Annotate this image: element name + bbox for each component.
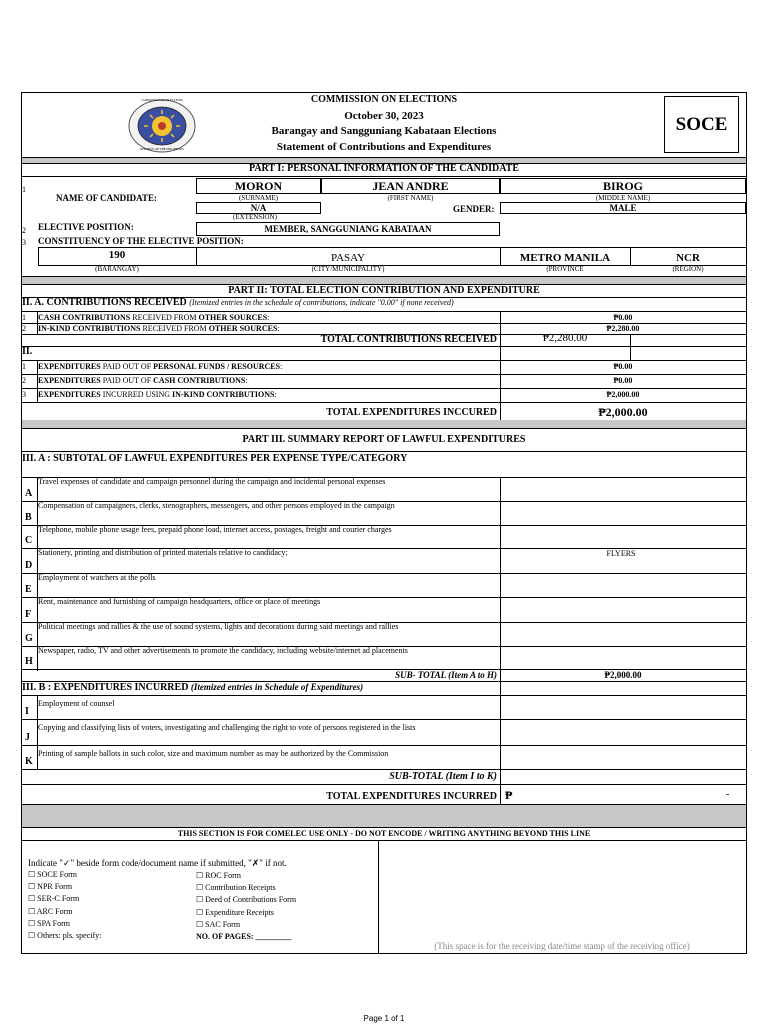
inkind-contributions-label: IN-KIND CONTRIBUTIONS RECEIVED FROM OTHER SOURCES: xyxy=(38,324,280,333)
part3b-title: III. B : EXPENDITURES INCURRED (Itemized entries in Schedule of Expenditures) xyxy=(22,682,364,693)
cash-contributions-label: CASH CONTRIBUTIONS RECEIVED FROM OTHER SOURCES: xyxy=(38,313,270,322)
exp-cash-contrib-label: EXPENDITURES PAID OUT OF CASH CONTRIBUTIONS: xyxy=(38,376,248,385)
election-date: October 30, 2023 xyxy=(344,110,424,122)
item-letter: H xyxy=(25,656,33,667)
cash-contributions-value: ₱0.00 xyxy=(613,313,633,322)
item-letter: E xyxy=(25,584,32,595)
gender-label: GENDER: xyxy=(453,204,495,214)
statement-title: Statement of Contributions and Expenditures xyxy=(276,141,492,153)
exp-personal-funds-label: EXPENDITURES PAID OUT OF PERSONAL FUNDS / RESOURCES: xyxy=(38,362,283,371)
item-description: Employment of watchers at the polls xyxy=(38,573,156,582)
barangay-value: 190 xyxy=(108,249,126,261)
item-description: Travel expenses of candidate and campaign personnel during the campaign and incidental personal expenses xyxy=(38,477,386,486)
name-label: NAME OF CANDIDATE: xyxy=(56,193,157,203)
item-letter: G xyxy=(25,633,33,644)
part2-title: PART II: TOTAL ELECTION CONTRIBUTION AND EXPENDITURE xyxy=(228,285,540,296)
checkbox-item[interactable]: ☐ SOCE Form xyxy=(28,870,77,879)
checkbox-item[interactable]: ☐ Expenditure Receipts xyxy=(196,907,274,917)
item-description: Newspaper, radio, TV and other advertisements to promote the candidacy, including website/internet ad placements xyxy=(38,646,408,655)
total-expenditures-label: TOTAL EXPENDITURES INCCURED xyxy=(326,407,497,418)
middlename-value: BIROG xyxy=(602,179,643,193)
checkbox-icon[interactable]: ☐ xyxy=(196,907,204,917)
row-line xyxy=(21,745,747,746)
item-description: Employment of counsel xyxy=(38,699,115,708)
extension-value: N/A xyxy=(250,203,267,213)
part3-title: PART III. SUMMARY REPORT OF LAWFUL EXPENDITURES xyxy=(242,434,526,445)
checkbox-icon[interactable]: ☐ xyxy=(28,906,36,916)
form-code: SOCE xyxy=(675,114,728,135)
part3a-title: III. A : SUBTOTAL OF LAWFUL EXPENDITURES PER EXPENSE TYPE/CATEGORY xyxy=(22,453,408,464)
item-letter: F xyxy=(25,609,32,620)
row-line xyxy=(21,769,747,770)
item-letter: C xyxy=(25,535,33,546)
checkbox-icon[interactable]: ☐ xyxy=(196,919,204,929)
total-contributions-value: ₱2,280.00 xyxy=(542,332,588,344)
item-description: Rent, maintenance and furnishing of campaign headquarters, office or place of meetings xyxy=(38,597,321,606)
item-letter: J xyxy=(25,732,30,743)
separator-band xyxy=(22,276,746,284)
checkbox-icon[interactable]: ☐ xyxy=(28,894,36,904)
checkbox-item[interactable]: ☐ ARC Form xyxy=(28,906,73,916)
item-description: Telephone, mobile phone usage fees, prepaid phone load, internet access, postages, freight and courier charges xyxy=(38,525,392,534)
firstname-value: JEAN ANDRE xyxy=(372,179,449,193)
exp-inkind-label: EXPENDITURES INCURRED USING IN-KIND CONTRIBUTIONS: xyxy=(38,390,277,399)
checkbox-icon[interactable]: ☐ xyxy=(28,931,36,940)
constituency-label: CONSTITUENCY OF THE ELECTIVE POSITION: xyxy=(38,236,244,246)
total-contributions-label: TOTAL CONTRIBUTIONS RECEIVED xyxy=(320,334,497,345)
checkbox-icon[interactable]: ☐ xyxy=(28,882,36,892)
seal-text-top: COMMISSION ON ELECTIONS xyxy=(141,98,183,102)
part3-total-label: TOTAL EXPENDITURES INCURRED xyxy=(326,791,497,802)
subtotal-b-label: SUB-TOTAL (Item I to K) xyxy=(389,771,497,782)
item-description: Stationery, printing and distribution of printed materials relative to candidacy; xyxy=(38,548,288,557)
item-letter: A xyxy=(25,488,33,499)
comelec-band xyxy=(22,805,746,827)
stamp-note: (This space is for the receiving date/time stamp of the receiving office) xyxy=(434,941,690,951)
checkbox-icon[interactable]: ☐ xyxy=(28,918,36,928)
part1-title: PART I: PERSONAL INFORMATION OF THE CANDIDATE xyxy=(248,163,520,174)
exp-inkind-value: ₱2,000.00 xyxy=(606,390,640,399)
part3-total-value: - xyxy=(726,789,730,800)
item-letter: B xyxy=(25,512,32,523)
checkbox-icon[interactable]: ☐ xyxy=(196,895,204,905)
checkbox-item[interactable]: ☐ Others: pls. specify: xyxy=(28,931,102,940)
item-description: Printing of sample ballots in such color, size and maximum number as may be authorized by the Commission xyxy=(38,749,389,758)
position-label: ELECTIVE POSITION: xyxy=(38,222,134,232)
checkbox-item[interactable]: ☐ Deed of Contributions Form xyxy=(196,895,297,905)
agency-name: COMMISSION ON ELECTIONS xyxy=(310,94,458,105)
row-line xyxy=(21,719,747,720)
checkbox-item[interactable]: ☐ SAC Form xyxy=(196,919,241,929)
total-expenditures-value: ₱2,000.00 xyxy=(598,405,648,419)
item-letter: D xyxy=(25,560,33,571)
item-description: Political meetings and rallies & the use of sound systems, lights and decorations during said meetings and rallies xyxy=(38,622,399,631)
part3-total-currency: ₱ xyxy=(505,788,513,802)
separator-band xyxy=(22,420,746,428)
comelec-seal xyxy=(127,98,197,154)
inkind-contributions-value: ₱2,280.00 xyxy=(606,324,640,333)
contributions-title: II. A. CONTRIBUTIONS RECEIVED (Itemized entries in the schedule of contributions, indicate "0.00" if none received) xyxy=(22,297,454,308)
checkbox-item[interactable]: ☐ SPA Form xyxy=(28,918,71,928)
subtotal-a-value: ₱2,000.00 xyxy=(604,670,642,680)
subtotal-a-label: SUB- TOTAL (Item A to H) xyxy=(395,670,497,680)
election-name: Barangay and Sangguniang Kabataan Elections xyxy=(271,125,497,137)
item-letter: K xyxy=(25,756,33,767)
seal-text-bottom: REPUBLIC OF THE PHILIPPINES xyxy=(139,147,185,151)
item-description: Copying and classifying lists of voters, investigating and challenging the right to vote of persons registered in the lists xyxy=(38,723,416,732)
checkbox-icon[interactable]: ☐ xyxy=(196,871,204,880)
comelec-instruction: Indicate "✓" beside form code/document name if submitted, "✗" if not. xyxy=(28,858,287,868)
province-value: METRO MANILA xyxy=(519,252,611,264)
checkbox-item[interactable]: ☐ NPR Form xyxy=(28,882,73,892)
position-value: MEMBER, SANGGUNIANG KABATAAN xyxy=(264,224,432,234)
checkbox-item[interactable]: ☐ ROC Form xyxy=(196,871,241,880)
page-number: Page 1 of 1 xyxy=(363,1014,405,1023)
exp-cash-contrib-value: ₱0.00 xyxy=(613,376,633,385)
item-letter: I xyxy=(25,706,29,717)
item-value[interactable]: FLYERS xyxy=(606,549,636,558)
checkbox-item[interactable]: ☐ Contribution Receipts xyxy=(196,883,276,893)
comelec-title: THIS SECTION IS FOR COMELEC USE ONLY - DO NOT ENCODE / WRITING ANYTHING BEYOND THIS LINE xyxy=(177,829,591,838)
checkbox-item[interactable]: ☐ SER-C Form xyxy=(28,894,80,904)
item-description: Compensation of campaigners, clerks, stenographers, messengers, and other persons employed in the campaign xyxy=(38,501,395,510)
region-value: NCR xyxy=(676,252,700,264)
surname-value: MORON xyxy=(234,179,283,193)
exp-personal-funds-value: ₱0.00 xyxy=(613,362,633,371)
gender-value: MALE xyxy=(609,203,637,213)
pages-label: NO. OF PAGES: _________ xyxy=(196,932,292,941)
checkbox-icon[interactable]: ☐ xyxy=(28,870,36,879)
city-value: PASAY xyxy=(330,252,366,264)
checkbox-icon[interactable]: ☐ xyxy=(196,883,204,893)
